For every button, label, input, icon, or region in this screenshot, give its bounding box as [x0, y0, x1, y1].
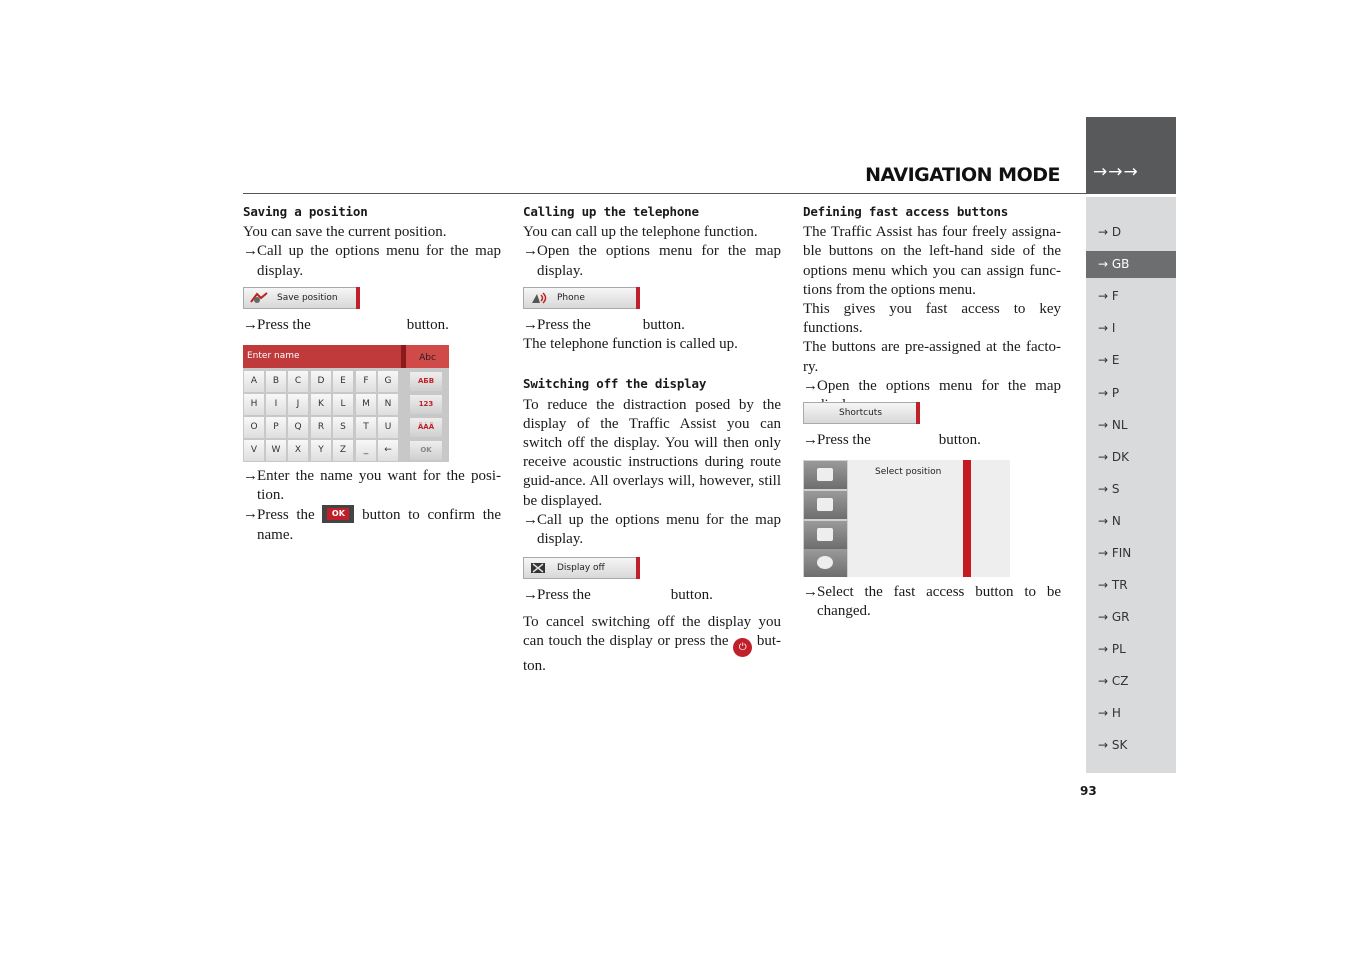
- instruction-step: [243, 467, 501, 505]
- name-keyboard: [243, 345, 449, 462]
- cyrillic-key[interactable]: АБВ: [410, 372, 442, 391]
- column-fast-access: [803, 202, 1061, 415]
- step-text: Press the: [257, 317, 311, 333]
- column-telephone: [523, 202, 781, 281]
- ok-key[interactable]: OK: [410, 441, 442, 460]
- key[interactable]: Y: [311, 440, 331, 461]
- instruction-step: [523, 242, 781, 280]
- input-placeholder: Enter name: [247, 351, 300, 361]
- special-chars-key[interactable]: ÄÀÄ: [410, 418, 442, 437]
- step-text: button.: [938, 432, 981, 448]
- arrow-icon: →: [523, 317, 538, 333]
- select-position-item[interactable]: Select position: [875, 467, 942, 477]
- key[interactable]: R: [311, 417, 331, 438]
- section-heading: Switching off the display: [523, 376, 707, 392]
- step-text: Press the: [537, 317, 591, 333]
- lang-dk[interactable]: → DK: [1098, 450, 1129, 464]
- instruction-step: [523, 316, 781, 335]
- step-text: button.: [670, 587, 713, 603]
- paragraph: You can call up the telephone function.: [523, 224, 758, 241]
- page-number: 93: [1080, 784, 1097, 798]
- section-tab: [1086, 117, 1176, 194]
- paragraph: The buttons are pre-assigned at the facto-ry.: [803, 339, 1061, 375]
- arrow-icon: →: [523, 243, 538, 260]
- column-saving-position: [243, 202, 501, 281]
- paragraph: The telephone function is called up.: [523, 336, 738, 353]
- arrow-icon: →: [243, 468, 258, 484]
- step-text: button to confirm the name.: [257, 507, 502, 543]
- phone-button[interactable]: [523, 287, 640, 309]
- step-text: Call up the options menu for the map display.: [537, 511, 781, 548]
- key[interactable]: D: [311, 371, 331, 392]
- lang-fin[interactable]: → FIN: [1098, 546, 1132, 560]
- lang-gr[interactable]: → GR: [1098, 610, 1130, 624]
- more-arrows-icon: →→→: [1093, 162, 1139, 182]
- header-rule: [243, 193, 1086, 194]
- lang-sk[interactable]: → SK: [1098, 738, 1128, 752]
- step-text: Open the options menu for the map: [817, 377, 1061, 394]
- camera-icon: [817, 528, 833, 541]
- section-heading: Defining fast access buttons: [803, 204, 1009, 219]
- button-label: Shortcuts: [839, 408, 883, 418]
- lang-cz[interactable]: → CZ: [1098, 674, 1129, 688]
- phone-icon: [817, 498, 833, 511]
- display-off-button[interactable]: [523, 557, 640, 579]
- lang-tr[interactable]: → TR: [1098, 578, 1128, 592]
- arrow-icon: →: [523, 511, 538, 528]
- step-text: Press the: [257, 507, 315, 524]
- steps-enter-name: [243, 467, 501, 545]
- instruction-step: [243, 505, 501, 544]
- lang-s[interactable]: → S: [1098, 482, 1120, 496]
- paragraph: [523, 613, 781, 676]
- step-text: button.: [642, 317, 685, 333]
- shortcut-buttons: [803, 460, 848, 577]
- shortcuts-button[interactable]: [803, 402, 920, 424]
- lang-gb[interactable]: → GB: [1086, 251, 1176, 278]
- language-sidebar: [1086, 197, 1176, 773]
- button-label: Display off: [557, 563, 605, 573]
- lang-e[interactable]: → E: [1098, 353, 1120, 367]
- button-accent: [356, 287, 360, 309]
- key[interactable]: S: [333, 417, 353, 438]
- key[interactable]: L: [333, 394, 353, 415]
- save-position-icon: [249, 292, 269, 304]
- section-heading: Calling up the telephone: [523, 204, 699, 219]
- ok-button[interactable]: [322, 505, 354, 523]
- key[interactable]: V: [244, 440, 264, 461]
- paragraph: You can save the current position.: [243, 224, 447, 241]
- key[interactable]: E: [333, 371, 353, 392]
- paragraph: The Traffic Assist has four freely assigna-ble buttons on the left-hand side of the options menu which you can assign func-tions from the options menu.: [803, 224, 1061, 298]
- instruction-step: [523, 511, 781, 549]
- paragraph: To reduce the distraction posed by the display of the Traffic Assist you can switch off the display. You will then only receive acoustic instructions during route guid-ance. All overlays will, however, still be displayed.: [523, 396, 781, 509]
- arrow-icon: →: [243, 243, 258, 260]
- instruction-step: [243, 242, 501, 280]
- key[interactable]: B: [266, 371, 286, 392]
- lang-n[interactable]: → N: [1098, 514, 1121, 528]
- step-select-fast-access: [803, 583, 1061, 621]
- column-telephone-cont: [523, 316, 781, 549]
- button-label: Phone: [557, 293, 585, 303]
- key[interactable]: T: [356, 417, 376, 438]
- key[interactable]: M: [356, 394, 376, 415]
- shortcuts-panel: [803, 460, 1010, 577]
- ok-label: OK: [327, 508, 349, 520]
- display-off-icon: [529, 562, 549, 574]
- step-text: Enter the name you want for the posi-tion.: [257, 468, 501, 504]
- numbers-key[interactable]: 123: [410, 395, 442, 414]
- key[interactable]: I: [266, 394, 286, 415]
- key[interactable]: G: [378, 371, 398, 392]
- key[interactable]: P: [266, 417, 286, 438]
- key[interactable]: J: [288, 394, 308, 415]
- arrow-icon: →: [803, 377, 818, 394]
- section-heading: Saving a position: [243, 204, 368, 219]
- name-input[interactable]: [243, 345, 401, 368]
- instruction-step: [803, 583, 1061, 621]
- paragraph: This gives you fast access to key functions.: [803, 301, 1061, 337]
- shortcut-compass-button[interactable]: [804, 549, 847, 577]
- save-position-button[interactable]: [243, 287, 360, 309]
- step-text: Select the fast access button to be changed.: [817, 584, 1061, 620]
- button-accent: [916, 402, 920, 424]
- instruction-step: [523, 586, 781, 605]
- key[interactable]: W: [266, 440, 286, 461]
- arrow-icon: →: [803, 584, 818, 600]
- key[interactable]: X: [288, 440, 308, 461]
- compass-icon: [817, 556, 833, 569]
- step-text: Open the options menu for the map display.: [537, 243, 781, 279]
- key[interactable]: K: [311, 394, 331, 415]
- step-text: Press the: [817, 432, 871, 448]
- step-text: Call up the options menu for the map display.: [257, 243, 501, 279]
- instruction-step: [803, 431, 1061, 450]
- mode-button[interactable]: Abc: [406, 345, 449, 368]
- key[interactable]: Q: [288, 417, 308, 438]
- text: but-ton.: [523, 633, 781, 675]
- key[interactable]: A: [244, 371, 264, 392]
- instruction-step: [243, 316, 501, 335]
- step-press-shortcuts: [803, 431, 1061, 450]
- arrow-icon: →: [243, 317, 258, 333]
- button-label: Save position: [277, 293, 338, 303]
- lang-pl[interactable]: → PL: [1098, 642, 1126, 656]
- key[interactable]: C: [288, 371, 308, 392]
- step-press-save: [243, 316, 501, 335]
- lang-f[interactable]: → F: [1098, 289, 1119, 303]
- arrow-icon: →: [803, 432, 818, 448]
- panel-accent: [963, 460, 971, 577]
- key[interactable]: _: [356, 440, 376, 461]
- arrow-icon: →: [523, 587, 538, 603]
- key[interactable]: N: [378, 394, 398, 415]
- button-accent: [636, 557, 640, 579]
- shortcut-camera-button[interactable]: [804, 521, 847, 549]
- shortcut-phone-button[interactable]: [804, 491, 847, 519]
- step-text: button.: [406, 317, 449, 333]
- text: To cancel switching off the display you can touch the display or press the: [523, 614, 781, 650]
- key[interactable]: U: [378, 417, 398, 438]
- key[interactable]: F: [356, 371, 376, 392]
- arrow-icon: →: [243, 506, 258, 523]
- phone-icon: [529, 292, 549, 304]
- lang-i[interactable]: → I: [1098, 321, 1116, 335]
- step-text: Press the: [537, 587, 591, 603]
- power-button-icon: ⏻: [733, 638, 752, 657]
- button-accent: [636, 287, 640, 309]
- shortcut-save-position-button[interactable]: [804, 461, 847, 489]
- lang-nl[interactable]: → NL: [1098, 418, 1128, 432]
- save-position-icon: [817, 468, 833, 481]
- lang-p[interactable]: → P: [1098, 386, 1120, 400]
- lang-d[interactable]: → D: [1098, 225, 1122, 239]
- key[interactable]: H: [244, 394, 264, 415]
- lang-h[interactable]: → H: [1098, 706, 1121, 720]
- key[interactable]: Z: [333, 440, 353, 461]
- page-title: NAVIGATION MODE: [865, 164, 1060, 186]
- column-display-off-cont: [523, 586, 781, 677]
- key[interactable]: O: [244, 417, 264, 438]
- backspace-key[interactable]: ←: [378, 440, 398, 461]
